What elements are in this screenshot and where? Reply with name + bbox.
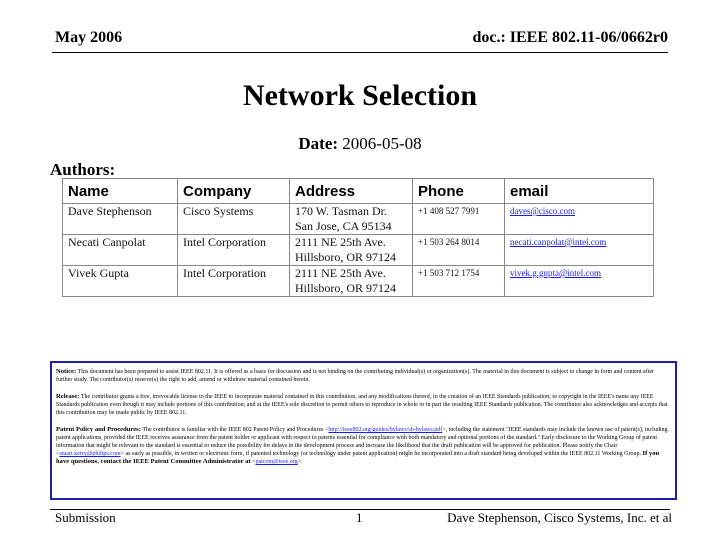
table-header-row bbox=[63, 179, 654, 204]
chair-email-link[interactable]: stuart.kerry@philips.com bbox=[59, 451, 121, 457]
header-doc-number: doc.: IEEE 802.11-06/0662r0 bbox=[472, 29, 668, 46]
patent-text: < bbox=[250, 459, 256, 465]
release-label: Release: bbox=[56, 393, 80, 400]
footer-author: Dave Stephenson, Cisco Systems, Inc. et al bbox=[447, 510, 672, 525]
author-address bbox=[290, 204, 413, 235]
author-phone: +1 408 527 7991 bbox=[413, 204, 505, 235]
release-paragraph bbox=[56, 393, 671, 417]
author-email-link[interactable]: necati.canpolat@intel.com bbox=[505, 235, 654, 266]
address-line: Hillsboro, OR 97124 bbox=[295, 281, 397, 295]
ieee-notice-box bbox=[50, 361, 677, 500]
author-name: Necati Canpolat bbox=[63, 235, 178, 266]
patent-text: > as early as possible, in written or electronic form, if patented technology (or technology under patent application) might be incorporated into a draft standard being developed within the IEEE 802.11 Working Group. bbox=[120, 451, 643, 457]
patent-contact-text: If you have questions, contact the IEEE Patent Committee Administrator at bbox=[56, 450, 660, 465]
patent-text: The contributor is familiar with the IEEE 802 Patent Policy and Procedures < bbox=[142, 427, 329, 433]
author-phone: +1 503 712 1754 bbox=[413, 266, 505, 297]
date-line bbox=[0, 134, 720, 154]
address-line: 2111 NE 25th Ave. bbox=[295, 235, 386, 249]
author-phone: +1 503 264 8014 bbox=[413, 235, 505, 266]
patcom-email-link[interactable]: patcom@ieee.org bbox=[255, 459, 298, 465]
author-company: Intel Corporation bbox=[178, 235, 290, 266]
column-header: Phone bbox=[413, 179, 505, 204]
address-line: Hillsboro, OR 97124 bbox=[295, 250, 397, 264]
column-header: Company bbox=[178, 179, 290, 204]
patent-text: >, including the statement "IEEE standards may include the known use of patent(s), including patent applications, provided the IEEE receives assurance from the patent holder or applicant with respect to patents essential for compliance with both mandatory and optional portions of the standard." Early disclosure to the Working Group of patent information that might be relevant to the standard is essential to reduce the possibility for delays in the development process and increase the likelihood that the draft publication will be approved for publication. Please notify the Chair < bbox=[56, 427, 668, 457]
patent-paragraph bbox=[56, 426, 671, 466]
release-text: The contributor grants a free, irrevocable license to the IEEE to incorporate material contained in this contribution, and any modifications thereof, in the creation of an IEEE Standards publication; to copyright in the IEEE's name any IEEE Standards publication even though it may include portions of this contribution; and at the IEEE's sole discretion to permit others to reproduce in whole or in part the resulting IEEE Standards publication. The contributor also acknowledges and accepts that this contribution may be made public by IEEE 802.11. bbox=[56, 394, 668, 416]
notice-text: This document has been prepared to assist IEEE 802.11. It is offered as a basis for discussion and is not binding on the contributing individual(s) or organization(s). The material in this document is subject to change in form and content after further study. The contributor(s) reserve(s) the right to add, amend or withdraw material contained herein. bbox=[56, 369, 655, 383]
authors-table bbox=[62, 178, 654, 297]
address-line: San Jose, CA 95134 bbox=[295, 219, 392, 233]
table-row bbox=[63, 266, 654, 297]
address-line: 2111 NE 25th Ave. bbox=[295, 266, 386, 280]
column-header: email bbox=[505, 179, 654, 204]
header-date: May 2006 bbox=[55, 29, 123, 46]
author-email-link[interactable]: daves@cisco.com bbox=[505, 204, 654, 235]
bylaws-link[interactable]: http://ieee802.org/guides/bylaws/sb-bylaws.pdf bbox=[328, 427, 443, 433]
author-company: Cisco Systems bbox=[178, 204, 290, 235]
page-title: Network Selection bbox=[242, 79, 478, 112]
author-email-link[interactable]: vivek.g.gupta@intel.com bbox=[505, 266, 654, 297]
author-name: Vivek Gupta bbox=[63, 266, 178, 297]
table-row bbox=[63, 235, 654, 266]
author-company: Intel Corporation bbox=[178, 266, 290, 297]
date-value: 2006-05-08 bbox=[342, 134, 422, 153]
header-divider bbox=[52, 52, 668, 53]
table-row bbox=[63, 204, 654, 235]
author-address bbox=[290, 235, 413, 266]
column-header: Name bbox=[63, 179, 178, 204]
column-header: Address bbox=[290, 179, 413, 204]
author-address bbox=[290, 266, 413, 297]
address-line: 170 W. Tasman Dr. bbox=[295, 204, 387, 218]
notice-paragraph bbox=[56, 368, 671, 384]
patent-label: Patent Policy and Procedures: bbox=[56, 426, 141, 433]
date-label: Date: bbox=[298, 134, 339, 153]
page-number: 1 bbox=[356, 510, 363, 525]
patent-text: >. bbox=[297, 459, 303, 465]
footer-submission: Submission bbox=[55, 510, 116, 525]
author-name: Dave Stephenson bbox=[63, 204, 178, 235]
notice-label: Notice: bbox=[56, 368, 77, 375]
authors-label: Authors: bbox=[50, 160, 116, 179]
